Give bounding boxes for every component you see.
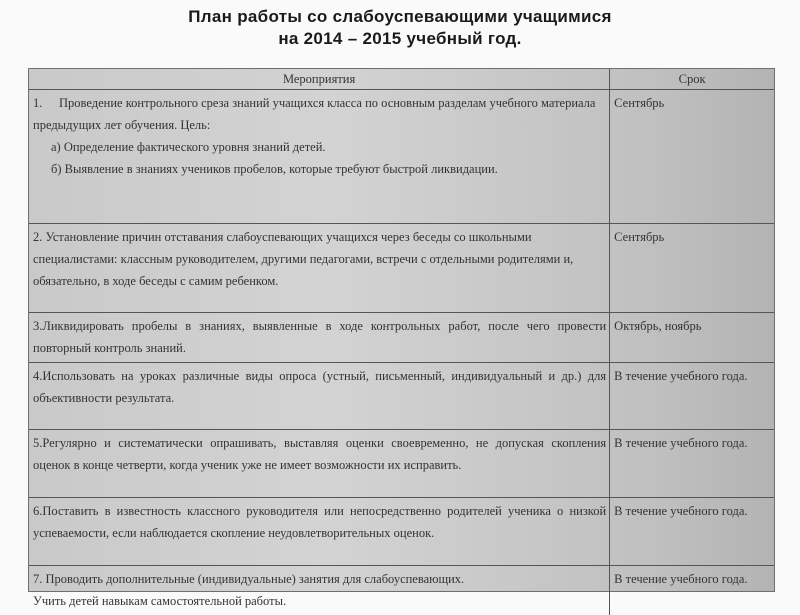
activity-cell: 3.Ликвидировать пробелы в знаниях, выявленные в ходе контрольных работ, после чего провести повторный контроль знаний. — [29, 313, 610, 363]
table-row — [29, 566, 774, 615]
table-row — [29, 430, 774, 498]
term-cell: В течение учебного года. — [610, 363, 774, 430]
title-line-2: на 2014 – 2015 учебный год. — [0, 28, 800, 50]
term-cell: В течение учебного года. — [610, 430, 774, 498]
term-cell: В течение учебного года. — [610, 566, 774, 615]
title-line-1: План работы со слабоуспевающими учащимися — [0, 6, 800, 28]
row-number: 1. — [33, 92, 59, 114]
goal-item-a: а) Определение фактического уровня знаний детей. — [33, 136, 606, 158]
activity-cell: 5.Регулярно и систематически опрашивать, выставляя оценки своевременно, не допуская скопления оценок в конце четверти, когда ученик уже не имеет возможности их исправить. — [29, 430, 610, 498]
header-activities: Мероприятия — [29, 69, 610, 90]
activity-text: Проведение контрольного среза знаний учащихся класса по основным разделам учебного материала предыдущих лет обучения. Цель: — [33, 96, 595, 132]
activity-cell — [29, 566, 610, 615]
header-term: Срок — [610, 69, 774, 90]
activity-text-2: Учить детей навыкам самостоятельной работы. — [33, 594, 286, 608]
activity-cell: 2. Установление причин отставания слабоуспевающих учащихся через беседы со школьными специалистами: классным руководителем, другими педагогами, встречи с отдельными родителями и, обязательно, в ходе беседы с самим ребенком. — [29, 224, 610, 313]
activity-cell: 4.Использовать на уроках различные виды опроса (устный, письменный, индивидуальный и др.) для объективности результата. — [29, 363, 610, 430]
table-row — [29, 498, 774, 566]
page-title — [0, 6, 800, 50]
activity-text: 7. Проводить дополнительные (индивидуальные) занятия для слабоуспевающих. — [33, 572, 464, 586]
activity-cell — [29, 90, 610, 224]
table-row — [29, 90, 774, 224]
term-cell: Сентябрь — [610, 224, 774, 313]
plan-table — [28, 68, 775, 592]
term-cell: Сентябрь — [610, 90, 774, 224]
table-row — [29, 224, 774, 313]
table-row — [29, 313, 774, 363]
table-row — [29, 363, 774, 430]
goal-item-b: б) Выявление в знаниях учеников пробелов, которые требуют быстрой ликвидации. — [33, 158, 606, 180]
table-header-row — [29, 69, 774, 90]
term-cell: Октябрь, ноябрь — [610, 313, 774, 363]
activity-cell: 6.Поставить в известность классного руководителя или непосредственно родителей ученика о низкой успеваемости, если наблюдается скопление неудовлетворительных оценок. — [29, 498, 610, 566]
term-cell: В течение учебного года. — [610, 498, 774, 566]
